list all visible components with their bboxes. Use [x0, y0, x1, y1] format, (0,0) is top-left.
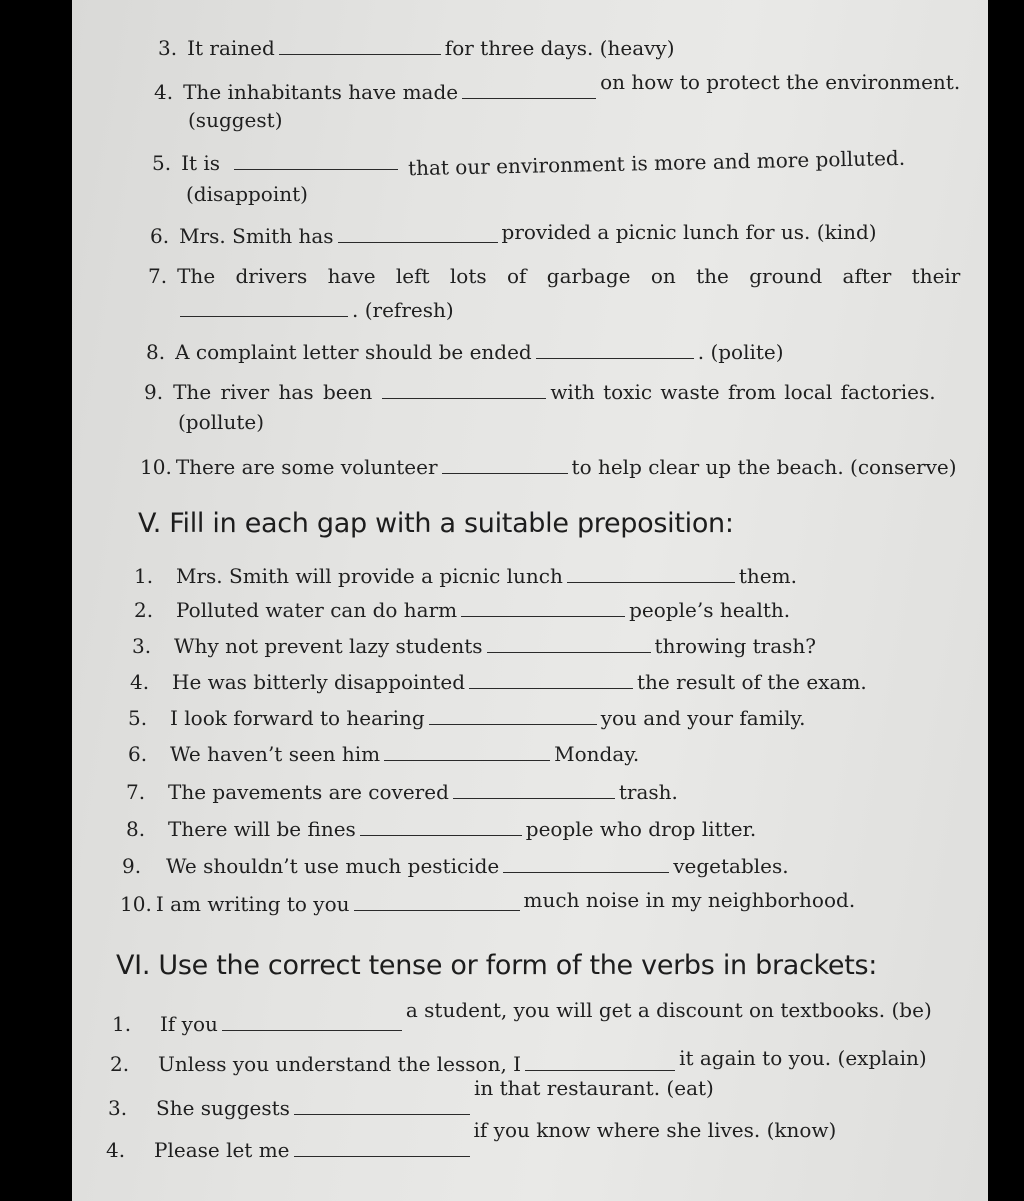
exercise-v-item-9: 9. We shouldn’t use much pesticide vegetables.	[122, 854, 789, 878]
exercise-iv-item-3: 3. It rained for three days. (heavy)	[158, 36, 675, 60]
exercise-v-item-8: 8. There will be fines people who drop litter.	[126, 817, 757, 841]
answer-blank[interactable]	[294, 1138, 470, 1157]
exercise-iv-item-9: 9. The river has been with toxic waste from local factories.	[144, 380, 936, 404]
exercise-vi-item-2: 2. Unless you understand the lesson, I it again to you. (explain)	[110, 1046, 927, 1076]
exercise-iv-item-9-hint: (pollute)	[178, 410, 264, 434]
exercise-v-item-10: 10. I am writing to you much noise in my neighborhood.	[120, 888, 856, 916]
exercise-iv-item-5: 5. It is that our environment is more and more polluted.	[152, 145, 906, 181]
answer-blank[interactable]	[429, 706, 597, 725]
exercise-iv-item-7-hint: . (refresh)	[180, 298, 454, 322]
exercise-iv-item-5-hint: (disappoint)	[186, 182, 308, 206]
answer-blank[interactable]	[279, 36, 441, 55]
answer-blank[interactable]	[525, 1052, 675, 1071]
exercise-iv-item-10: 10. There are some volunteer to help clear up the beach. (conserve)	[140, 455, 957, 479]
exercise-v-item-1: 1. Mrs. Smith will provide a picnic lunch them.	[134, 564, 797, 588]
section-v-heading: V. Fill in each gap with a suitable preposition:	[138, 508, 734, 539]
answer-blank[interactable]	[469, 670, 633, 689]
exercise-iv-item-6: 6. Mrs. Smith has provided a picnic lunch for us. (kind)	[150, 220, 877, 248]
exercise-vi-item-4: 4. Please let meif you know where she lives. (know)	[106, 1118, 837, 1162]
worksheet-page	[72, 0, 988, 1201]
answer-blank[interactable]	[453, 780, 615, 799]
answer-blank[interactable]	[536, 340, 694, 359]
answer-blank[interactable]	[567, 564, 735, 583]
exercise-vi-item-3: 3. She suggestsin that restaurant. (eat)	[108, 1076, 714, 1120]
section-vi-heading: VI. Use the correct tense or form of the verbs in brackets:	[116, 950, 878, 981]
answer-blank[interactable]	[382, 380, 546, 399]
answer-blank[interactable]	[503, 854, 669, 873]
answer-blank[interactable]	[487, 634, 651, 653]
answer-blank[interactable]	[294, 1096, 470, 1115]
answer-blank[interactable]	[222, 1012, 402, 1031]
answer-blank[interactable]	[442, 455, 568, 474]
answer-blank[interactable]	[384, 742, 550, 761]
exercise-iv-item-4-hint: (suggest)	[188, 108, 283, 132]
exercise-v-item-5: 5. I look forward to hearing you and your family.	[128, 706, 806, 730]
answer-blank[interactable]	[180, 298, 348, 317]
exercise-v-item-4: 4. He was bitterly disappointed the result of the exam.	[130, 670, 867, 694]
answer-blank[interactable]	[360, 817, 522, 836]
answer-blank[interactable]	[354, 892, 520, 911]
answer-blank[interactable]	[461, 598, 625, 617]
exercise-v-item-3: 3. Why not prevent lazy students throwing trash?	[132, 634, 817, 658]
answer-blank[interactable]	[338, 224, 498, 243]
exercise-vi-item-1: 1. If youa student, you will get a discount on textbooks. (be)	[112, 998, 932, 1036]
exercise-v-item-7: 7. The pavements are covered trash.	[126, 780, 678, 804]
answer-blank[interactable]	[234, 151, 398, 170]
answer-blank[interactable]	[462, 80, 596, 99]
exercise-v-item-6: 6. We haven’t seen him Monday.	[128, 742, 640, 766]
exercise-iv-item-8: 8. A complaint letter should be ended . (polite)	[146, 340, 784, 364]
exercise-v-item-2: 2. Polluted water can do harm people’s health.	[134, 598, 791, 622]
exercise-iv-item-4: 4. The inhabitants have made on how to protect the environment.	[154, 70, 961, 104]
exercise-iv-item-7: 7. The drivers have left lots of garbage on the ground after their	[148, 264, 961, 288]
